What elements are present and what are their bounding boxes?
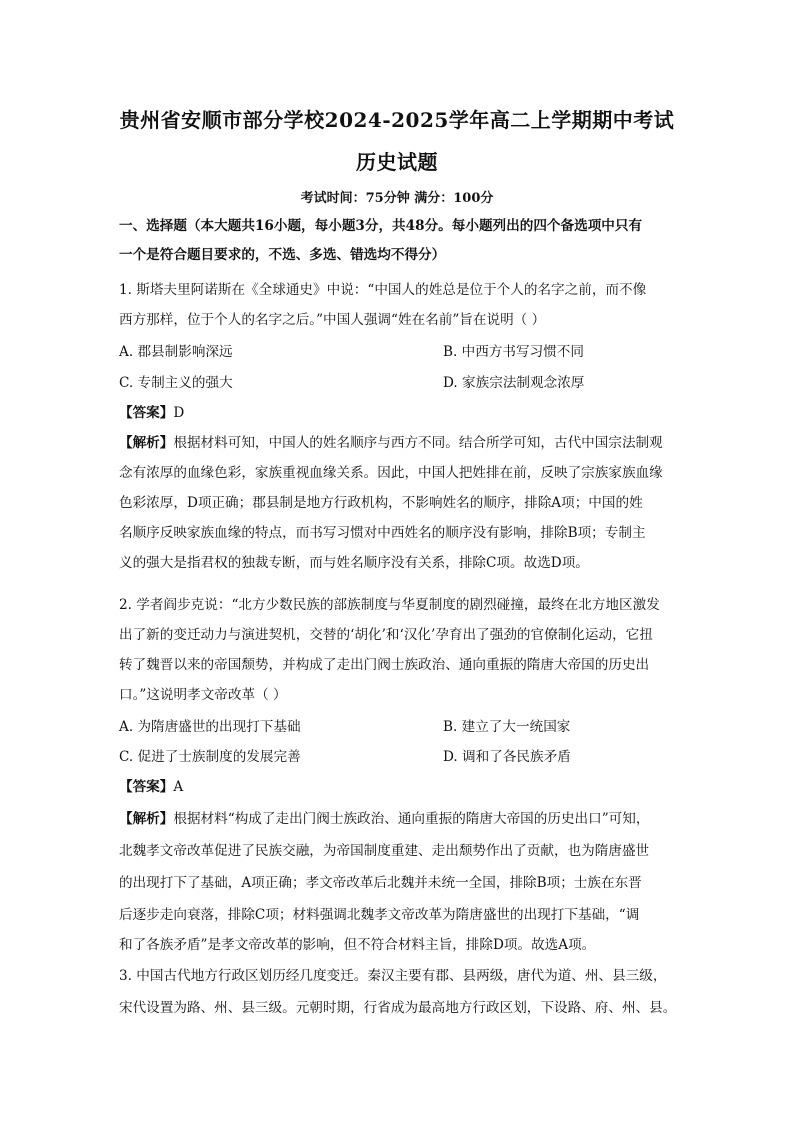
q2-option-b: B. 建立了大一统国家 — [443, 719, 571, 735]
answer-value: A — [173, 779, 184, 795]
q2-stem: 2. 学者阎步克说：“北方少数民族的部族制度与华夏制度的剧烈碰撞，最终在北方地区激发 — [119, 597, 660, 613]
exam-subject-title: 历史试题 — [356, 150, 438, 174]
q1-stem: 1. 斯塔夫里阿诺斯在《全球通史》中说：“中国人的姓总是位于个人的名字之前，而不像 — [119, 282, 647, 298]
analysis-label: 【解析】 — [119, 811, 174, 827]
analysis-text: 根据材料“构成了走出门阀士族政治、通向重振的隋唐大帝国的历史出口”可知， — [173, 811, 650, 827]
q2-stem-cont: 口。”这说明孝文帝改革（ ） — [119, 687, 287, 703]
q2-answer — [119, 778, 183, 796]
q1-option-a: A. 郡县制影响深远 — [119, 344, 233, 360]
analysis-label: 【解析】 — [119, 435, 174, 451]
q2-option-c: C. 促进了士族制度的发展完善 — [119, 749, 301, 765]
q2-analysis-line: 北魏孝文帝改革促进了民族交融，为帝国制度重建、走出颓势作出了贡献，也为隋唐盛世 — [119, 843, 650, 859]
answer-label: 【答案】 — [119, 779, 174, 795]
q2-option-a: A. 为隋唐盛世的出现打下基础 — [119, 719, 301, 735]
q3-stem-cont: 宋代设置为路、州、县三级。元朝时期，行省成为最高地方行政区划，下设路、府、州、县。 — [119, 1000, 677, 1016]
q1-analysis-line: 义的强大是指君权的独裁专断，而与姓名顺序没有关系，排除C项。故选D项。 — [119, 555, 589, 571]
q1-stem-cont: 西方那样，位于个人的名字之后。”中国人强调“姓在名前”旨在说明（ ） — [119, 312, 546, 328]
q2-option-d: D. 调和了各民族矛盾 — [443, 749, 571, 765]
answer-label: 【答案】 — [119, 405, 174, 421]
q2-analysis — [119, 810, 649, 828]
q2-analysis-line: 和了各族矛盾”是孝文帝改革的影响，但不符合材料主旨，排除D项。故选A项。 — [119, 937, 596, 953]
answer-value: D — [173, 405, 185, 421]
q1-analysis — [119, 434, 663, 452]
q2-analysis-line: 后逐步走向衰落，排除C项；材料强调北魏孝文帝改革为隋唐盛世的出现打下基础，“调 — [119, 907, 640, 923]
analysis-text: 根据材料可知，中国人的姓名顺序与西方不同。结合所学可知，古代中国宗法制观 — [173, 435, 663, 451]
exam-info: 考试时间：75分钟 满分：100分 — [300, 191, 494, 206]
exam-title: 贵州省安顺市部分学校2024-2025学年高二上学期期中考试 — [119, 108, 675, 132]
q3-stem: 3. 中国古代地方行政区划历经几度变迁。秦汉主要有郡、县两级，唐代为道、州、县三级， — [119, 968, 667, 984]
q1-option-d: D. 家族宗法制观念浓厚 — [443, 375, 585, 391]
section-heading: 一、选择题（本大题共16小题，每小题3分，共48分。每小题列出的四个备选项中只有 — [119, 218, 643, 234]
q1-analysis-line: 色彩浓厚，D项正确；郡县制是地方行政机构，不影响姓名的顺序，排除A项；中国的姓 — [119, 495, 643, 511]
q1-analysis-line: 名顺序反映家族血缘的特点，而书写习惯对中西姓名的顺序没有影响，排除B项；专制主 — [119, 525, 646, 541]
q1-option-b: B. 中西方书写习惯不同 — [443, 344, 584, 360]
q1-option-c: C. 专制主义的强大 — [119, 375, 233, 391]
q2-stem-cont: 转了魏晋以来的帝国颓势，并构成了走出门阀士族政治、通向重振的隋唐大帝国的历史出 — [119, 657, 650, 673]
q1-analysis-line: 念有浓厚的血缘色彩，家族重视血缘关系。因此，中国人把姓排在前，反映了宗族家族血缘 — [119, 465, 663, 481]
section-heading-cont: 一个是符合题目要求的，不选、多选、错选均不得分） — [119, 247, 446, 263]
q1-answer — [119, 404, 184, 422]
q2-stem-cont: 出了新的变迁动力与演进契机，交替的‘胡化’和‘汉化’孕育出了强劲的官僚制化运动，它扭 — [119, 627, 653, 643]
q2-analysis-line: 的出现打下了基础，A项正确；孝文帝改革后北魏并未统一全国，排除B项；士族在东晋 — [119, 875, 642, 891]
